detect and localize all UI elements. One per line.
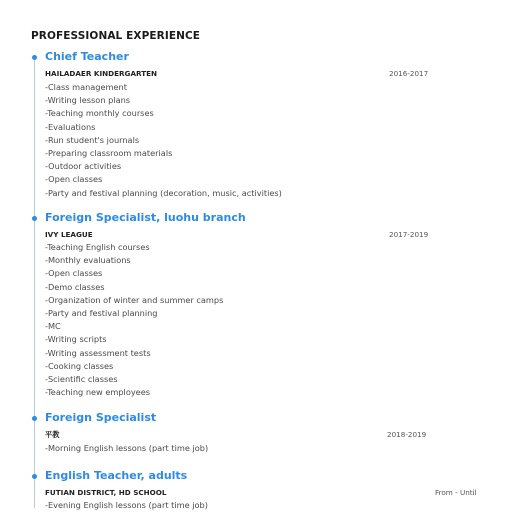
list-item: -MC [45, 321, 61, 332]
job-title: Foreign Specialist, luohu branch [45, 211, 246, 224]
timeline-dot [32, 416, 37, 421]
job-title: Chief Teacher [45, 50, 129, 63]
list-item: -Teaching monthly courses [45, 108, 154, 119]
list-item: -Run student's journals [45, 134, 140, 145]
company-name: 平教 [45, 430, 60, 439]
list-item: -Writing lesson plans [45, 95, 131, 106]
timeline-dot [32, 474, 37, 479]
job-title: English Teacher, adults [45, 469, 188, 482]
company-name: HAILADAER KINDERGARTEN [45, 69, 158, 78]
timeline-dot [32, 216, 37, 221]
job-dates: From - Until [435, 488, 477, 497]
duty-list [45, 241, 223, 399]
timeline-dot [32, 55, 37, 60]
list-item: -Demo classes [45, 281, 105, 292]
list-item: -Open classes [45, 174, 103, 185]
job-title: Foreign Specialist [45, 411, 157, 424]
company-name: IVY LEAGUE [45, 230, 93, 239]
list-item: -Party and festival planning (decoration, music, activities) [45, 187, 282, 198]
list-item: -Organization of winter and summer camps [45, 294, 224, 305]
duty-list [45, 81, 282, 200]
list-item: -Teaching new employees [45, 387, 151, 398]
list-item: -Scientific classes [45, 373, 118, 384]
list-item: -Preparing classroom materials [45, 147, 173, 158]
duty-list [45, 499, 208, 512]
company-name: FUTIAN DISTRICT, HD SCHOOL [45, 488, 167, 497]
list-item: -Writing scripts [45, 334, 107, 345]
list-item: -Writing assessment tests [45, 347, 151, 358]
section-title: PROFESSIONAL EXPERIENCE [31, 30, 201, 42]
job-dates: 2016-2017 [389, 69, 429, 78]
list-item: -Open classes [45, 268, 103, 279]
list-item: -Outdoor activities [45, 161, 122, 172]
job-dates: 2018-2019 [387, 430, 427, 439]
timeline-line [34, 58, 35, 508]
list-item: -Evening English lessons (part time job) [45, 500, 208, 510]
list-item: -Morning English lessons (part time job) [45, 443, 209, 453]
list-item: -Party and festival planning [45, 307, 158, 318]
job-dates: 2017-2019 [389, 230, 429, 239]
list-item: -Evaluations [45, 121, 96, 132]
list-item: -Class management [45, 82, 127, 92]
list-item: -Teaching English courses [45, 242, 150, 252]
list-item: -Cooking classes [45, 360, 114, 371]
list-item: -Monthly evaluations [45, 255, 131, 266]
duty-list [45, 442, 208, 455]
